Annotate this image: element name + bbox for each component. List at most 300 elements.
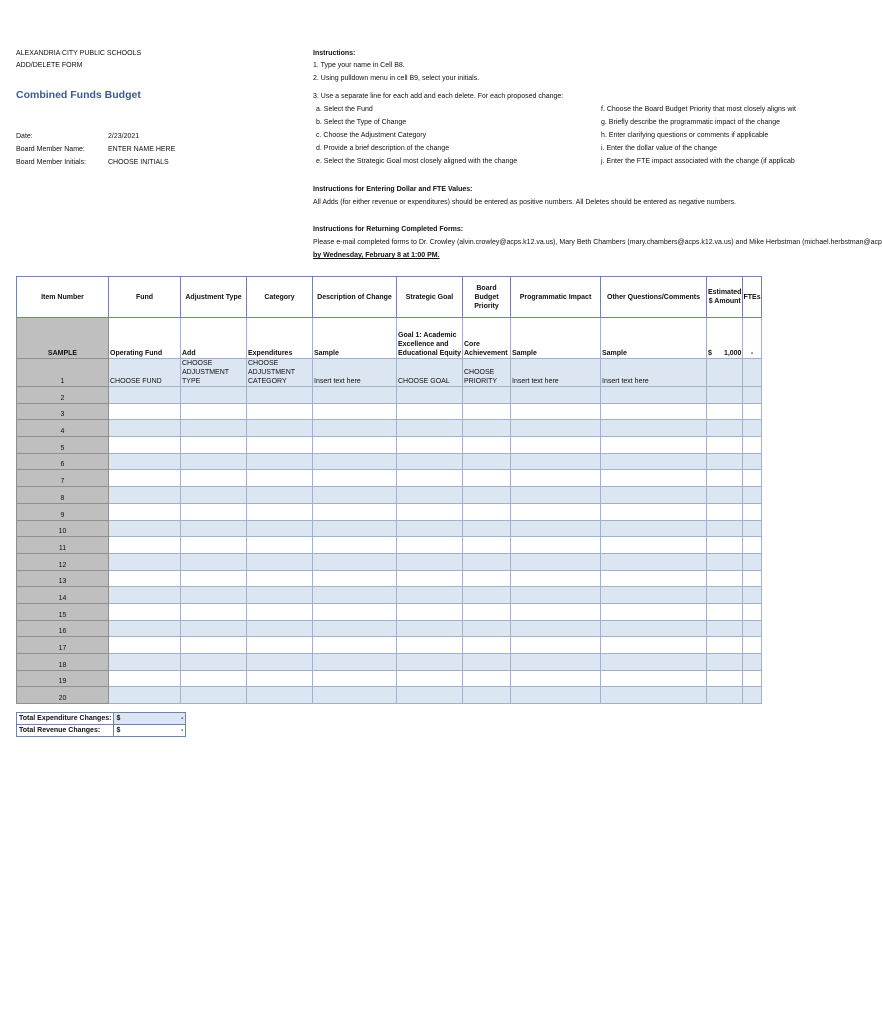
fund-cell[interactable] <box>109 654 181 671</box>
row-number: 6 <box>17 453 109 470</box>
description-cell[interactable] <box>313 437 397 454</box>
strategic-goal-cell[interactable] <box>397 637 463 654</box>
fte-cell[interactable] <box>743 487 761 504</box>
impact-cell[interactable] <box>511 420 601 437</box>
fund-cell[interactable] <box>109 670 181 687</box>
priority-cell[interactable] <box>463 453 511 470</box>
strategic-goal-select[interactable]: CHOOSE GOAL <box>397 359 463 387</box>
strategic-goal-cell[interactable] <box>397 553 463 570</box>
description-cell[interactable] <box>313 387 397 404</box>
strategic-goal-cell[interactable] <box>397 403 463 420</box>
row-number: 2 <box>17 387 109 404</box>
col-header-strategic-goal: Strategic Goal <box>397 277 463 318</box>
priority-select[interactable]: CHOOSE PRIORITY <box>463 359 511 387</box>
strategic-goal-cell[interactable] <box>397 520 463 537</box>
fund-cell[interactable] <box>109 587 181 604</box>
amount-cell[interactable] <box>707 670 743 687</box>
strategic-goal-cell[interactable] <box>397 603 463 620</box>
table-header-row <box>17 277 762 318</box>
amount-cell[interactable] <box>707 603 743 620</box>
priority-cell[interactable] <box>463 503 511 520</box>
fte-cell[interactable] <box>743 553 761 570</box>
amount-cell[interactable] <box>707 403 743 420</box>
strategic-goal-cell[interactable] <box>397 654 463 671</box>
adjustment-type-cell[interactable] <box>181 553 247 570</box>
fte-cell[interactable] <box>743 670 761 687</box>
description-cell[interactable] <box>313 420 397 437</box>
adjustment-type-cell[interactable] <box>181 520 247 537</box>
strategic-goal-cell[interactable] <box>397 570 463 587</box>
table-row <box>17 487 762 504</box>
category-cell[interactable] <box>247 520 313 537</box>
row-number: 3 <box>17 403 109 420</box>
row-number: 12 <box>17 553 109 570</box>
fte-cell[interactable] <box>743 620 761 637</box>
table-row <box>17 387 762 404</box>
total-revenue-value <box>114 725 186 737</box>
other-comments-cell[interactable] <box>601 403 707 420</box>
other-comments-cell[interactable] <box>601 637 707 654</box>
fund-cell[interactable] <box>109 453 181 470</box>
fte-cell[interactable] <box>743 359 761 387</box>
adjustment-type-cell[interactable] <box>181 503 247 520</box>
adjustment-type-cell[interactable] <box>181 403 247 420</box>
impact-cell[interactable] <box>511 537 601 554</box>
impact-cell[interactable] <box>511 637 601 654</box>
row-number: 11 <box>17 537 109 554</box>
table-row <box>17 437 762 454</box>
impact-cell[interactable]: Insert text here <box>511 359 601 387</box>
sample-fund: Operating Fund <box>109 318 181 359</box>
fte-cell[interactable] <box>743 637 761 654</box>
other-comments-cell[interactable] <box>601 654 707 671</box>
row-number: 16 <box>17 620 109 637</box>
budget-change-table <box>16 276 762 704</box>
category-cell[interactable] <box>247 503 313 520</box>
category-cell[interactable] <box>247 587 313 604</box>
sample-amount-value: 1,000 <box>723 350 742 357</box>
fte-cell[interactable] <box>743 570 761 587</box>
impact-cell[interactable] <box>511 387 601 404</box>
amount-cell[interactable] <box>707 537 743 554</box>
instruction-substep: a. Select the Fund <box>316 106 373 113</box>
fte-cell[interactable] <box>743 603 761 620</box>
table-row <box>17 520 762 537</box>
strategic-goal-cell[interactable] <box>397 503 463 520</box>
instruction-substep: f. Choose the Board Budget Priority that most closely aligns wit <box>601 106 796 113</box>
impact-cell[interactable] <box>511 620 601 637</box>
adjustment-type-cell[interactable] <box>181 603 247 620</box>
row-number: 7 <box>17 470 109 487</box>
fund-cell[interactable] <box>109 537 181 554</box>
category-cell[interactable] <box>247 470 313 487</box>
sample-priority: Core Achievement <box>463 318 511 359</box>
description-cell[interactable] <box>313 603 397 620</box>
table-row <box>17 654 762 671</box>
other-comments-cell[interactable] <box>601 687 707 704</box>
description-cell[interactable] <box>313 403 397 420</box>
amount-cell[interactable] <box>707 520 743 537</box>
sample-goal: Goal 1: Academic Excellence and Educational Equity <box>397 318 463 359</box>
fte-cell[interactable] <box>743 437 761 454</box>
strategic-goal-cell[interactable] <box>397 470 463 487</box>
priority-cell[interactable] <box>463 537 511 554</box>
table-row <box>17 687 762 704</box>
impact-cell[interactable] <box>511 503 601 520</box>
category-cell[interactable] <box>247 487 313 504</box>
impact-cell[interactable] <box>511 603 601 620</box>
adjustment-type-cell[interactable] <box>181 487 247 504</box>
col-header-item-number: Item Number <box>17 277 109 318</box>
priority-cell[interactable] <box>463 587 511 604</box>
description-cell[interactable] <box>313 587 397 604</box>
instruction-step: 2. Using pulldown menu in cell B9, select your initials. <box>313 75 480 82</box>
priority-cell[interactable] <box>463 620 511 637</box>
impact-cell[interactable] <box>511 687 601 704</box>
sample-description: Sample <box>313 318 397 359</box>
sample-fte: - <box>743 318 761 359</box>
table-row <box>17 470 762 487</box>
return-instructions-heading: Instructions for Returning Completed Forms: <box>313 226 464 233</box>
category-select[interactable]: CHOOSE ADJUSTMENT CATEGORY <box>247 359 313 387</box>
instruction-step: 3. Use a separate line for each add and each delete. For each proposed change: <box>313 93 564 100</box>
category-cell[interactable] <box>247 670 313 687</box>
fte-cell[interactable] <box>743 520 761 537</box>
adjustment-type-cell[interactable] <box>181 670 247 687</box>
total-revenue-label: Total Revenue Changes: <box>17 725 114 737</box>
table-row <box>17 670 762 687</box>
instruction-substep: h. Enter clarifying questions or comments if applicable <box>601 132 769 139</box>
amount-cell[interactable] <box>707 687 743 704</box>
other-comments-cell[interactable] <box>601 453 707 470</box>
col-header-ftes: FTEs <box>743 277 761 318</box>
table-row <box>17 553 762 570</box>
description-cell[interactable] <box>313 670 397 687</box>
fund-cell[interactable] <box>109 603 181 620</box>
other-comments-cell[interactable] <box>601 387 707 404</box>
row-number: 15 <box>17 603 109 620</box>
instruction-substep: b. Select the Type of Change <box>316 119 407 126</box>
priority-cell[interactable] <box>463 403 511 420</box>
total-revenue-row <box>17 725 186 737</box>
row-number: 13 <box>17 570 109 587</box>
amount-cell[interactable] <box>707 654 743 671</box>
priority-cell[interactable] <box>463 387 511 404</box>
table-row <box>17 620 762 637</box>
fund-cell[interactable] <box>109 437 181 454</box>
total-expenditure-row <box>17 713 186 725</box>
other-comments-cell[interactable] <box>601 520 707 537</box>
category-cell[interactable] <box>247 453 313 470</box>
other-comments-cell[interactable]: Insert text here <box>601 359 707 387</box>
category-cell[interactable] <box>247 553 313 570</box>
page-title: Combined Funds Budget <box>16 89 141 101</box>
instruction-substep: i. Enter the dollar value of the change <box>601 145 717 152</box>
adjustment-type-cell[interactable] <box>181 654 247 671</box>
description-cell[interactable] <box>313 520 397 537</box>
board-member-initials-label: Board Member Initials: <box>16 159 87 166</box>
amount-cell[interactable] <box>707 487 743 504</box>
fund-cell[interactable] <box>109 570 181 587</box>
currency-symbol: $ <box>116 727 121 734</box>
other-comments-cell[interactable] <box>601 620 707 637</box>
priority-cell[interactable] <box>463 654 511 671</box>
amount-cell[interactable] <box>707 637 743 654</box>
col-header-board-budget-priority: Board Budget Priority <box>463 277 511 318</box>
fund-cell[interactable] <box>109 387 181 404</box>
col-header-adjustment-type: Adjustment Type <box>181 277 247 318</box>
description-cell[interactable] <box>313 687 397 704</box>
fund-select[interactable]: CHOOSE FUND <box>109 359 181 387</box>
row-number: 5 <box>17 437 109 454</box>
priority-cell[interactable] <box>463 637 511 654</box>
description-cell[interactable] <box>313 654 397 671</box>
adjustment-type-cell[interactable] <box>181 420 247 437</box>
org-name: ALEXANDRIA CITY PUBLIC SCHOOLS <box>16 50 142 57</box>
description-cell[interactable] <box>313 570 397 587</box>
table-row <box>17 503 762 520</box>
fte-cell[interactable] <box>743 453 761 470</box>
fund-cell[interactable] <box>109 420 181 437</box>
instruction-step: 1. Type your name in Cell B8. <box>313 62 405 69</box>
total-revenue-amount: - <box>181 727 184 734</box>
fund-cell[interactable] <box>109 637 181 654</box>
fte-cell[interactable] <box>743 587 761 604</box>
table-row <box>17 420 762 437</box>
row-number: 8 <box>17 487 109 504</box>
strategic-goal-cell[interactable] <box>397 537 463 554</box>
strategic-goal-cell[interactable] <box>397 487 463 504</box>
date-value[interactable]: 2/23/2021 <box>108 133 140 140</box>
other-comments-cell[interactable] <box>601 553 707 570</box>
category-cell[interactable] <box>247 654 313 671</box>
return-deadline: by Wednesday, February 8 at 1:00 PM. <box>313 252 440 259</box>
description-cell[interactable] <box>313 503 397 520</box>
row-number: 17 <box>17 637 109 654</box>
fund-cell[interactable] <box>109 687 181 704</box>
impact-cell[interactable] <box>511 520 601 537</box>
description-cell[interactable] <box>313 553 397 570</box>
col-header-description: Description of Change <box>313 277 397 318</box>
col-header-programmatic-impact: Programmatic Impact <box>511 277 601 318</box>
fte-cell[interactable] <box>743 503 761 520</box>
priority-cell[interactable] <box>463 670 511 687</box>
impact-cell[interactable] <box>511 654 601 671</box>
fund-cell[interactable] <box>109 487 181 504</box>
adjustment-type-cell[interactable] <box>181 387 247 404</box>
amount-cell[interactable] <box>707 503 743 520</box>
adjustment-type-cell[interactable] <box>181 537 247 554</box>
other-comments-cell[interactable] <box>601 437 707 454</box>
board-member-name-label: Board Member Name: <box>16 146 85 153</box>
other-comments-cell[interactable] <box>601 587 707 604</box>
fund-cell[interactable] <box>109 503 181 520</box>
col-header-other-questions: Other Questions/Comments <box>601 277 707 318</box>
adjustment-type-cell[interactable] <box>181 470 247 487</box>
amount-cell[interactable] <box>707 587 743 604</box>
adjustment-type-select[interactable]: CHOOSE ADJUSTMENT TYPE <box>181 359 247 387</box>
category-cell[interactable] <box>247 537 313 554</box>
table-row <box>17 570 762 587</box>
totals-table <box>16 712 186 737</box>
category-cell[interactable] <box>247 387 313 404</box>
amount-cell[interactable] <box>707 453 743 470</box>
instruction-substep: g. Briefly describe the programmatic impact of the change <box>601 119 780 126</box>
adjustment-type-cell[interactable] <box>181 437 247 454</box>
currency-symbol: $ <box>116 715 121 722</box>
description-cell[interactable]: Insert text here <box>313 359 397 387</box>
priority-cell[interactable] <box>463 687 511 704</box>
impact-cell[interactable] <box>511 553 601 570</box>
priority-cell[interactable] <box>463 470 511 487</box>
priority-cell[interactable] <box>463 420 511 437</box>
instructions-heading: Instructions: <box>313 50 356 57</box>
instruction-substep: c. Choose the Adjustment Category <box>316 132 427 139</box>
impact-cell[interactable] <box>511 470 601 487</box>
fte-cell[interactable] <box>743 654 761 671</box>
table-row <box>17 453 762 470</box>
table-row <box>17 587 762 604</box>
row-number: 14 <box>17 587 109 604</box>
fund-cell[interactable] <box>109 470 181 487</box>
category-cell[interactable] <box>247 403 313 420</box>
other-comments-cell[interactable] <box>601 537 707 554</box>
fte-cell[interactable] <box>743 687 761 704</box>
fund-cell[interactable] <box>109 520 181 537</box>
description-cell[interactable] <box>313 620 397 637</box>
fund-cell[interactable] <box>109 620 181 637</box>
col-header-estimated-amount: Estimated $ Amount <box>707 277 743 318</box>
adjustment-type-cell[interactable] <box>181 637 247 654</box>
fund-cell[interactable] <box>109 403 181 420</box>
impact-cell[interactable] <box>511 437 601 454</box>
category-cell[interactable] <box>247 687 313 704</box>
description-cell[interactable] <box>313 537 397 554</box>
row-number: 9 <box>17 503 109 520</box>
other-comments-cell[interactable] <box>601 420 707 437</box>
row-number: 1 <box>17 359 109 387</box>
other-comments-cell[interactable] <box>601 470 707 487</box>
strategic-goal-cell[interactable] <box>397 420 463 437</box>
adjustment-type-cell[interactable] <box>181 570 247 587</box>
adjustment-type-cell[interactable] <box>181 620 247 637</box>
fte-cell[interactable] <box>743 470 761 487</box>
strategic-goal-cell[interactable] <box>397 670 463 687</box>
sample-impact: Sample <box>511 318 601 359</box>
strategic-goal-cell[interactable] <box>397 587 463 604</box>
table-row <box>17 359 762 387</box>
strategic-goal-cell[interactable] <box>397 437 463 454</box>
return-instructions-text: Please e-mail completed forms to Dr. Crowley (alvin.crowley@acps.k12.va.us), Mary Beth Chambers (mary.chambers@acps.k12.va.us) and Mike Herbstman (michael.herbstman@acp <box>313 239 882 246</box>
date-label: Date: <box>16 133 33 140</box>
table-row <box>17 637 762 654</box>
amount-cell[interactable] <box>707 553 743 570</box>
fund-cell[interactable] <box>109 553 181 570</box>
row-number: 4 <box>17 420 109 437</box>
amount-cell[interactable] <box>707 570 743 587</box>
sample-adjustment: Add <box>181 318 247 359</box>
adjustment-type-cell[interactable] <box>181 453 247 470</box>
amount-cell[interactable] <box>707 620 743 637</box>
dollar-instructions-heading: Instructions for Entering Dollar and FTE Values: <box>313 186 473 193</box>
fte-cell[interactable] <box>743 420 761 437</box>
sample-row <box>17 318 762 359</box>
row-number: 18 <box>17 654 109 671</box>
col-header-fund: Fund <box>109 277 181 318</box>
other-comments-cell[interactable] <box>601 487 707 504</box>
priority-cell[interactable] <box>463 520 511 537</box>
category-cell[interactable] <box>247 637 313 654</box>
board-member-initials-select[interactable]: CHOOSE INITIALS <box>108 159 169 166</box>
table-row <box>17 403 762 420</box>
amount-cell[interactable] <box>707 470 743 487</box>
fte-cell[interactable] <box>743 387 761 404</box>
board-member-name-field[interactable]: ENTER NAME HERE <box>108 146 176 153</box>
impact-cell[interactable] <box>511 570 601 587</box>
total-expenditure-amount: - <box>181 715 184 722</box>
description-cell[interactable] <box>313 487 397 504</box>
impact-cell[interactable] <box>511 670 601 687</box>
instruction-substep: e. Select the Strategic Goal most closely aligned with the change <box>316 158 518 165</box>
sample-amount-symbol: $ <box>708 350 712 357</box>
description-cell[interactable] <box>313 453 397 470</box>
fte-cell[interactable] <box>743 537 761 554</box>
impact-cell[interactable] <box>511 587 601 604</box>
amount-cell[interactable] <box>707 420 743 437</box>
priority-cell[interactable] <box>463 570 511 587</box>
row-number: 20 <box>17 687 109 704</box>
fte-cell[interactable] <box>743 403 761 420</box>
other-comments-cell[interactable] <box>601 670 707 687</box>
sample-amount <box>707 318 743 359</box>
category-cell[interactable] <box>247 437 313 454</box>
category-cell[interactable] <box>247 603 313 620</box>
amount-cell[interactable] <box>707 359 743 387</box>
adjustment-type-cell[interactable] <box>181 687 247 704</box>
priority-cell[interactable] <box>463 487 511 504</box>
impact-cell[interactable] <box>511 403 601 420</box>
strategic-goal-cell[interactable] <box>397 687 463 704</box>
total-expenditure-label: Total Expenditure Changes: <box>17 713 114 725</box>
row-number: 10 <box>17 520 109 537</box>
adjustment-type-cell[interactable] <box>181 587 247 604</box>
description-cell[interactable] <box>313 470 397 487</box>
strategic-goal-cell[interactable] <box>397 620 463 637</box>
col-header-category: Category <box>247 277 313 318</box>
form-name: ADD/DELETE FORM <box>16 62 83 69</box>
impact-cell[interactable] <box>511 453 601 470</box>
category-cell[interactable] <box>247 570 313 587</box>
instruction-substep: d. Provide a brief description of the change <box>316 145 450 152</box>
amount-cell[interactable] <box>707 387 743 404</box>
other-comments-cell[interactable] <box>601 570 707 587</box>
strategic-goal-cell[interactable] <box>397 387 463 404</box>
other-comments-cell[interactable] <box>601 603 707 620</box>
table-row <box>17 537 762 554</box>
description-cell[interactable] <box>313 637 397 654</box>
category-cell[interactable] <box>247 420 313 437</box>
impact-cell[interactable] <box>511 487 601 504</box>
sample-label: SAMPLE <box>17 318 109 359</box>
category-cell[interactable] <box>247 620 313 637</box>
priority-cell[interactable] <box>463 553 511 570</box>
priority-cell[interactable] <box>463 437 511 454</box>
amount-cell[interactable] <box>707 437 743 454</box>
priority-cell[interactable] <box>463 603 511 620</box>
other-comments-cell[interactable] <box>601 503 707 520</box>
strategic-goal-cell[interactable] <box>397 453 463 470</box>
row-number: 19 <box>17 670 109 687</box>
